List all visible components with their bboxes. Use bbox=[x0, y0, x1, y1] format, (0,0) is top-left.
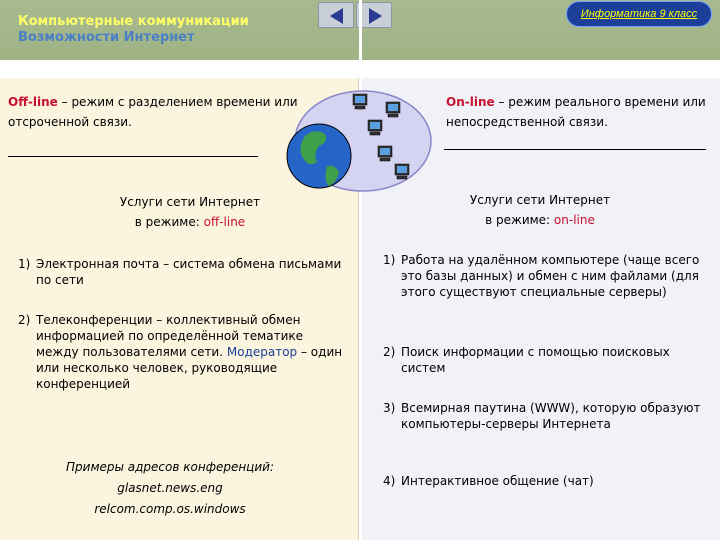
online-services-heading bbox=[420, 190, 660, 230]
column-divider bbox=[359, 0, 362, 540]
examples-title: Примеры адресов конференций: bbox=[66, 460, 274, 474]
list-item bbox=[18, 256, 348, 288]
arrow-right-icon bbox=[365, 6, 385, 26]
offline-divider bbox=[8, 156, 258, 157]
item-text: Телеконференции – коллективный обмен информацией по определённой тематике между пользователями сети. bbox=[36, 313, 303, 359]
title-line-2: Возможности Интернет bbox=[18, 30, 195, 45]
prev-slide-button[interactable] bbox=[318, 2, 354, 28]
moderator-term: Модератор bbox=[226, 345, 298, 359]
list-item bbox=[383, 252, 713, 300]
list-item bbox=[383, 473, 713, 489]
offline-definition bbox=[8, 92, 308, 132]
item-text: Работа на удалённом компьютере (чаще всего это базы данных) и обмен с ним файлами (для этого существуют специальные серверы) bbox=[401, 253, 700, 299]
offline-mode-label: off-line bbox=[203, 215, 246, 229]
item-text: Интерактивное общение (чат) bbox=[401, 474, 594, 488]
item-number: 1) bbox=[18, 257, 31, 271]
item-text: Электронная почта – система обмена письмами по сети bbox=[36, 257, 342, 287]
item-number: 1) bbox=[383, 253, 396, 267]
item-text-after: – один или несколько человек, руководящие конференцией bbox=[36, 345, 343, 391]
online-services-line1: Услуги сети Интернет bbox=[469, 193, 611, 207]
course-badge-link[interactable]: Информатика 9 класс bbox=[566, 1, 712, 27]
offline-services-line1: Услуги сети Интернет bbox=[119, 195, 261, 209]
item-text: Всемирная паутина (WWW), которую образуют компьютеры-серверы Интернета bbox=[401, 401, 701, 431]
item-number: 2) bbox=[383, 345, 396, 359]
title-line-1: Компьютерные коммуникации bbox=[18, 14, 249, 29]
list-item bbox=[383, 344, 713, 376]
online-mode-label: on-line bbox=[553, 213, 595, 227]
online-definition bbox=[446, 92, 718, 132]
list-item bbox=[18, 312, 348, 392]
online-divider bbox=[444, 149, 706, 150]
item-number: 4) bbox=[383, 474, 396, 488]
offline-term: Off-line bbox=[8, 95, 58, 109]
conference-examples bbox=[30, 457, 310, 520]
online-term: On-line bbox=[446, 95, 495, 109]
offline-services-heading bbox=[80, 192, 300, 232]
online-definition-text: – режим реального времени или непосредственной связи. bbox=[446, 95, 706, 129]
offline-services-prefix: в режиме: bbox=[134, 215, 204, 229]
item-number: 3) bbox=[383, 401, 396, 415]
example-address: relcom.comp.os.windows bbox=[94, 502, 246, 516]
example-address: glasnet.news.eng bbox=[117, 481, 223, 495]
offline-definition-text: – режим с разделением времени или отсроченной связи. bbox=[8, 95, 298, 129]
item-number: 2) bbox=[18, 313, 31, 327]
item-text: Поиск информации с помощью поисковых систем bbox=[401, 345, 670, 375]
online-services-prefix: в режиме: bbox=[485, 213, 554, 227]
globe-network-icon bbox=[283, 86, 433, 206]
page-title bbox=[18, 14, 249, 46]
online-services-line2 bbox=[420, 210, 660, 230]
arrow-left-icon bbox=[327, 6, 347, 26]
list-item bbox=[383, 400, 713, 432]
offline-services-line2 bbox=[80, 212, 300, 232]
